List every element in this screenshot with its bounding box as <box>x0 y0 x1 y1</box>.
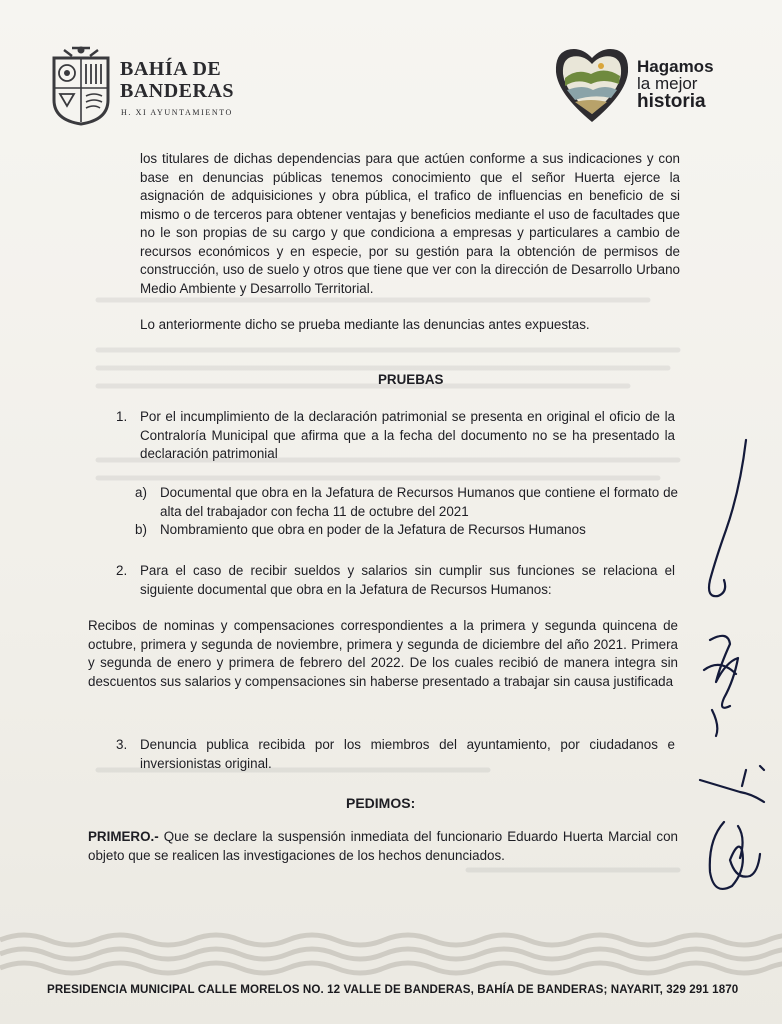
item2-number: 2. <box>116 563 128 578</box>
signature-1 <box>709 440 746 596</box>
slogan-line2: la mejor <box>637 74 698 93</box>
signature-2 <box>704 636 738 736</box>
municipality-name <box>120 58 234 102</box>
item1-sub-b-label: b) <box>135 522 147 537</box>
campaign-logo <box>553 44 753 124</box>
municipality-name-line2: BANDERAS <box>120 80 235 102</box>
municipality-name-line1: BAHÍA DE <box>120 58 222 80</box>
item2-text: Para el caso de recibir sueldos y salarios sin cumplir sus funciones se relaciona el siguiente documental que obra en la Jefatura de Recursos Humanos: <box>140 563 675 597</box>
signature-4 <box>710 822 760 889</box>
item1-sub-b-text: Nombramiento que obra en poder de la Jefatura de Recursos Humanos <box>160 522 586 537</box>
footer-address: PRESIDENCIA MUNICIPAL CALLE MORELOS NO. 12 VALLE DE BANDERAS, BAHÍA DE BANDERAS; NAYARIT, 329 291 1870 <box>47 983 739 996</box>
paragraph-primero <box>88 828 678 865</box>
item1-sub-a-label: a) <box>135 485 147 500</box>
coat-of-arms-icon <box>50 44 112 126</box>
campaign-slogan <box>637 58 714 111</box>
slogan-line3: historia <box>637 91 706 112</box>
signature-3 <box>700 766 764 802</box>
municipality-subtitle: H. XI AYUNTAMIENTO <box>121 108 233 117</box>
paragraph-intro: los titulares de dichas dependencias para que actúen conforme a sus indicaciones y con base en denuncias públicas tenemos conocimiento que el señor Huerta ejerce la asignación de adquisiciones y obra pública, el trafico de influencias en beneficio de si mismo o de terceros para obtener ventajas y beneficios mediante el uso de facultades que no le son propias de su cargo y que condiciona a empresas y particulares a cambio de recursos económicos y en especie, por su gestión para la obtención de permisos de construcción, uso de suelo y otros que tiene que ver con la dirección de Desarrollo Urbano Medio Ambiente y Desarrollo Territorial. <box>140 151 680 296</box>
paragraph-proof-statement: Lo anteriormente dicho se prueba mediante las denuncias antes expuestas. <box>140 317 590 332</box>
pedimos-heading: PEDIMOS: <box>346 795 416 811</box>
decorative-wave-band <box>0 928 782 976</box>
heart-landscape-icon <box>553 44 631 124</box>
paragraph-payroll: Recibos de nominas y compensaciones correspondientes a la primera y segunda quincena de octubre, primera y segunda de noviembre, primera y segunda de diciembre del año 2021. Primera y segunda de enero y primera de febrero del 2022. De los cuales recibió de manera integra sin descuentos sus salarios y compensaciones sin haberse presentado a trabajar sin causa justificada <box>88 618 678 689</box>
municipality-logo <box>50 44 250 126</box>
item3-text: Denuncia publica recibida por los miembros del ayuntamiento, por ciudadanos e inversionistas original. <box>140 737 675 771</box>
signature-marks <box>680 430 780 920</box>
item3-number: 3. <box>116 737 128 752</box>
slogan-line1: Hagamos <box>637 57 714 76</box>
primero-label: PRIMERO.- <box>88 829 159 844</box>
item1-sub-a-text: Documental que obra en la Jefatura de Recursos Humanos que contiene el formato de alta del trabajador con fecha 11 de octubre del 2021 <box>160 485 678 519</box>
pruebas-heading: PRUEBAS <box>378 372 444 387</box>
item1-number: 1. <box>116 409 128 424</box>
primero-text: Que se declare la suspensión inmediata del funcionario Eduardo Huerta Marcial con objeto que se realicen las investigaciones de los hechos denunciados. <box>88 829 678 863</box>
item1-text: Por el incumplimiento de la declaración patrimonial se presenta en original el oficio de la Contraloría Municipal que afirma que a la fecha del documento no se ha presentado la declaración patrimonial <box>140 409 675 461</box>
